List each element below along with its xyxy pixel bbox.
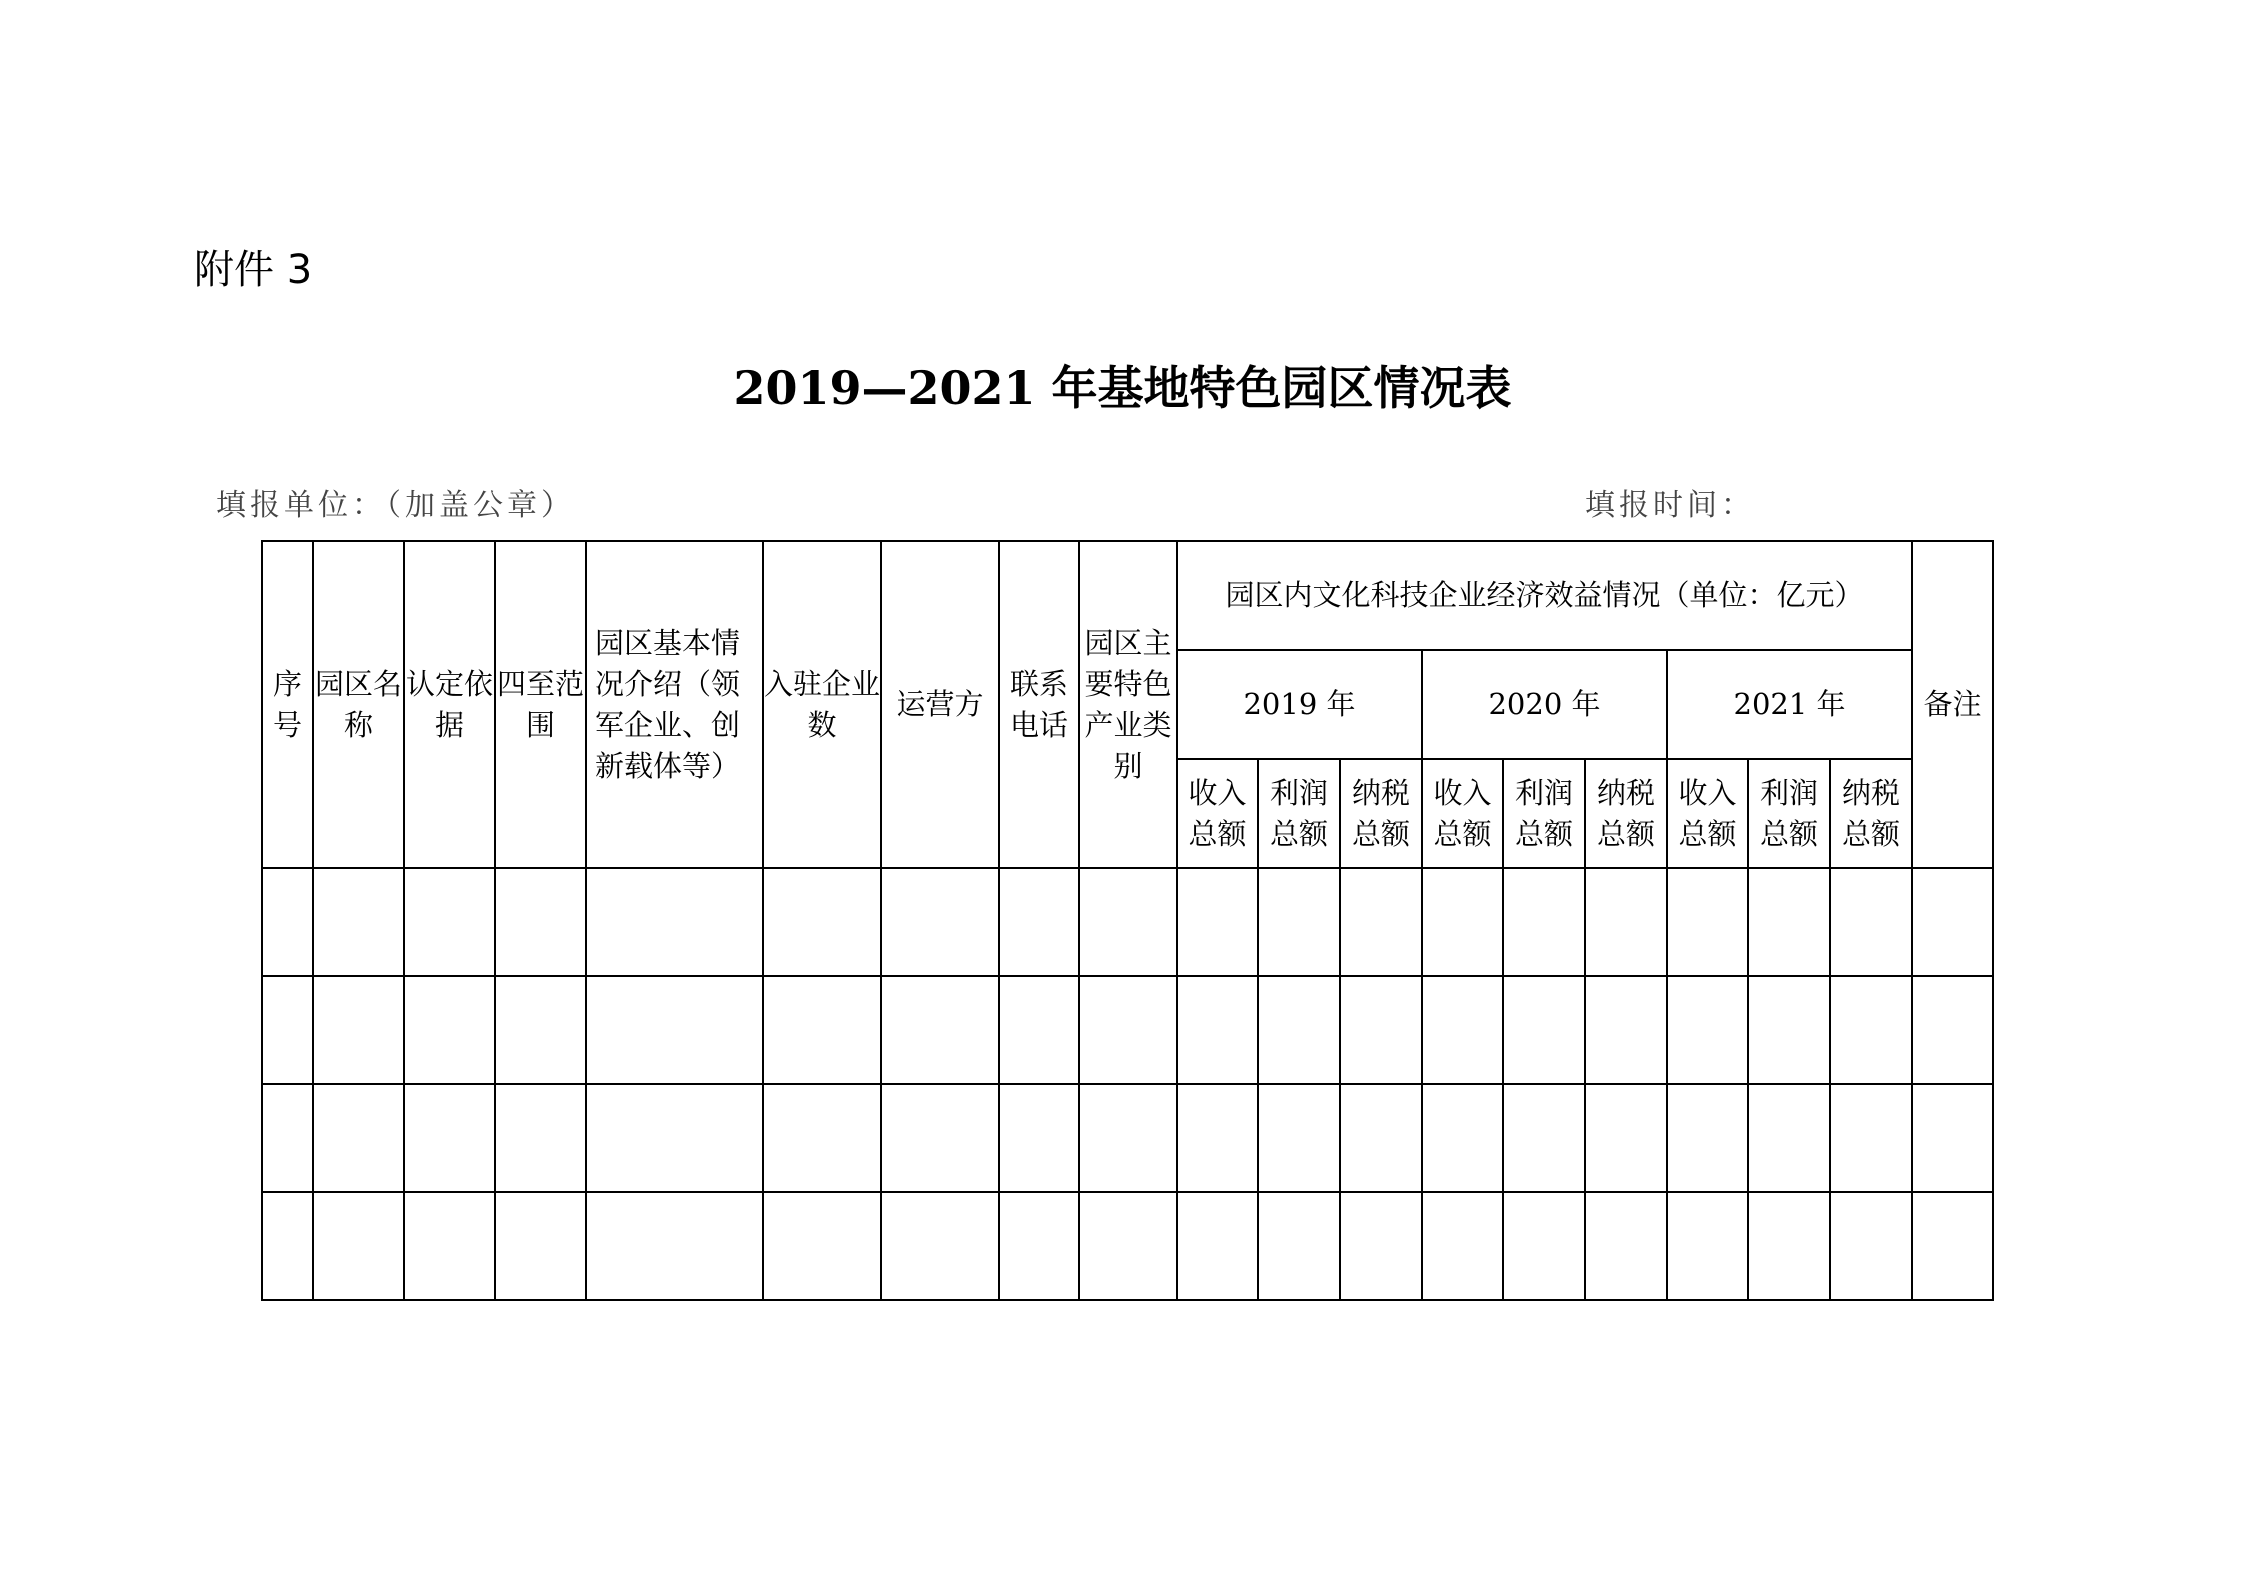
fill-time-label: 填报时间： (1585, 488, 1755, 523)
table-cell[interactable] (1912, 1084, 1993, 1192)
table-cell[interactable] (1422, 1084, 1503, 1192)
table-cell[interactable] (495, 976, 586, 1084)
table-row (262, 1084, 1993, 1192)
table-cell[interactable] (1830, 1192, 1912, 1300)
table-cell[interactable] (1079, 976, 1177, 1084)
table-cell[interactable] (313, 1084, 404, 1192)
table-cell[interactable] (999, 868, 1079, 976)
header-economic: 园区内文化科技企业经济效益情况（单位：亿元） (1177, 541, 1912, 650)
table-cell[interactable] (404, 868, 495, 976)
table-row (262, 1192, 1993, 1300)
header-seq: 序号 (262, 541, 313, 868)
header-metric-profit: 利润总额 (1748, 759, 1830, 868)
header-operator: 运营方 (881, 541, 999, 868)
table-cell[interactable] (404, 1192, 495, 1300)
header-phone: 联系电话 (999, 541, 1079, 868)
table-cell[interactable] (1258, 976, 1340, 1084)
table-cell[interactable] (586, 1192, 763, 1300)
header-metric-profit: 利润总额 (1503, 759, 1585, 868)
table-cell[interactable] (1177, 976, 1258, 1084)
table-cell[interactable] (1079, 868, 1177, 976)
table-cell[interactable] (1258, 1084, 1340, 1192)
park-info-table (261, 540, 1994, 1301)
table-cell[interactable] (1503, 1084, 1585, 1192)
table-cell[interactable] (763, 1192, 881, 1300)
header-row-1 (262, 541, 1993, 650)
table-cell[interactable] (999, 976, 1079, 1084)
table-cell[interactable] (313, 868, 404, 976)
table-cell[interactable] (1748, 868, 1830, 976)
table-cell[interactable] (1585, 1192, 1667, 1300)
table-cell[interactable] (404, 976, 495, 1084)
table-cell[interactable] (1912, 1192, 1993, 1300)
table-cell[interactable] (1079, 1084, 1177, 1192)
table-cell[interactable] (586, 868, 763, 976)
table-cell[interactable] (1177, 1084, 1258, 1192)
table-cell[interactable] (262, 1084, 313, 1192)
page-title: 2019—2021 年基地特色园区情况表 (733, 361, 1512, 415)
header-metric-tax: 纳税总额 (1585, 759, 1667, 868)
header-year-2021: 2021 年 (1667, 650, 1912, 759)
table-cell[interactable] (1177, 868, 1258, 976)
table-cell[interactable] (999, 1192, 1079, 1300)
table-cell[interactable] (495, 1084, 586, 1192)
header-year-2020: 2020 年 (1422, 650, 1667, 759)
header-metric-profit: 利润总额 (1258, 759, 1340, 868)
table-cell[interactable] (1830, 868, 1912, 976)
table-cell[interactable] (1340, 868, 1422, 976)
table-cell[interactable] (1912, 976, 1993, 1084)
table-cell[interactable] (1079, 1192, 1177, 1300)
table-row (262, 868, 1993, 976)
header-industry: 园区主要特色产业类别 (1079, 541, 1177, 868)
table-cell[interactable] (881, 868, 999, 976)
table-cell[interactable] (404, 1084, 495, 1192)
table-cell[interactable] (763, 976, 881, 1084)
table-body (262, 541, 1993, 1300)
header-enterprises: 入驻企业数 (763, 541, 881, 868)
table-cell[interactable] (881, 1192, 999, 1300)
table-cell[interactable] (1585, 868, 1667, 976)
header-intro: 园区基本情况介绍（领军企业、创新载体等） (586, 541, 763, 868)
table-cell[interactable] (1667, 976, 1748, 1084)
attachment-label: 附件 3 (194, 247, 313, 293)
table-cell[interactable] (1422, 976, 1503, 1084)
table-cell[interactable] (1340, 1192, 1422, 1300)
table-cell[interactable] (495, 868, 586, 976)
header-metric-tax: 纳税总额 (1340, 759, 1422, 868)
table-cell[interactable] (1667, 1084, 1748, 1192)
table-cell[interactable] (1667, 868, 1748, 976)
table-cell[interactable] (881, 1084, 999, 1192)
header-metric-revenue: 收入总额 (1422, 759, 1503, 868)
table-cell[interactable] (881, 976, 999, 1084)
header-metric-revenue: 收入总额 (1667, 759, 1748, 868)
table-cell[interactable] (262, 1192, 313, 1300)
table-cell[interactable] (495, 1192, 586, 1300)
header-basis: 认定依据 (404, 541, 495, 868)
table-cell[interactable] (586, 1084, 763, 1192)
table-cell[interactable] (1340, 1084, 1422, 1192)
header-boundary: 四至范围 (495, 541, 586, 868)
table-cell[interactable] (1258, 1192, 1340, 1300)
table-cell[interactable] (1340, 976, 1422, 1084)
table-cell[interactable] (1503, 976, 1585, 1084)
table-cell[interactable] (1748, 1084, 1830, 1192)
header-year-2019: 2019 年 (1177, 650, 1422, 759)
table-cell[interactable] (1585, 1084, 1667, 1192)
table-cell[interactable] (763, 868, 881, 976)
table-cell[interactable] (1422, 868, 1503, 976)
table-cell[interactable] (262, 868, 313, 976)
table-cell[interactable] (1503, 1192, 1585, 1300)
header-metric-revenue: 收入总额 (1177, 759, 1258, 868)
table-cell[interactable] (1258, 868, 1340, 976)
table-cell[interactable] (1422, 1192, 1503, 1300)
table-cell[interactable] (1830, 976, 1912, 1084)
header-metric-tax: 纳税总额 (1830, 759, 1912, 868)
table-cell[interactable] (313, 1192, 404, 1300)
table-cell[interactable] (1503, 868, 1585, 976)
table-row (262, 976, 1993, 1084)
table-cell[interactable] (1667, 1192, 1748, 1300)
table-cell[interactable] (999, 1084, 1079, 1192)
table-cell[interactable] (586, 976, 763, 1084)
header-remark: 备注 (1912, 541, 1993, 868)
table-cell[interactable] (1748, 976, 1830, 1084)
table-cell[interactable] (1912, 868, 1993, 976)
table-cell[interactable] (262, 976, 313, 1084)
table-cell[interactable] (313, 976, 404, 1084)
header-park-name: 园区名称 (313, 541, 404, 868)
table-cell[interactable] (1830, 1084, 1912, 1192)
table-cell[interactable] (763, 1084, 881, 1192)
table-cell[interactable] (1177, 1192, 1258, 1300)
table-cell[interactable] (1585, 976, 1667, 1084)
table-cell[interactable] (1748, 1192, 1830, 1300)
fill-unit-label: 填报单位：（加盖公章） (216, 488, 575, 523)
